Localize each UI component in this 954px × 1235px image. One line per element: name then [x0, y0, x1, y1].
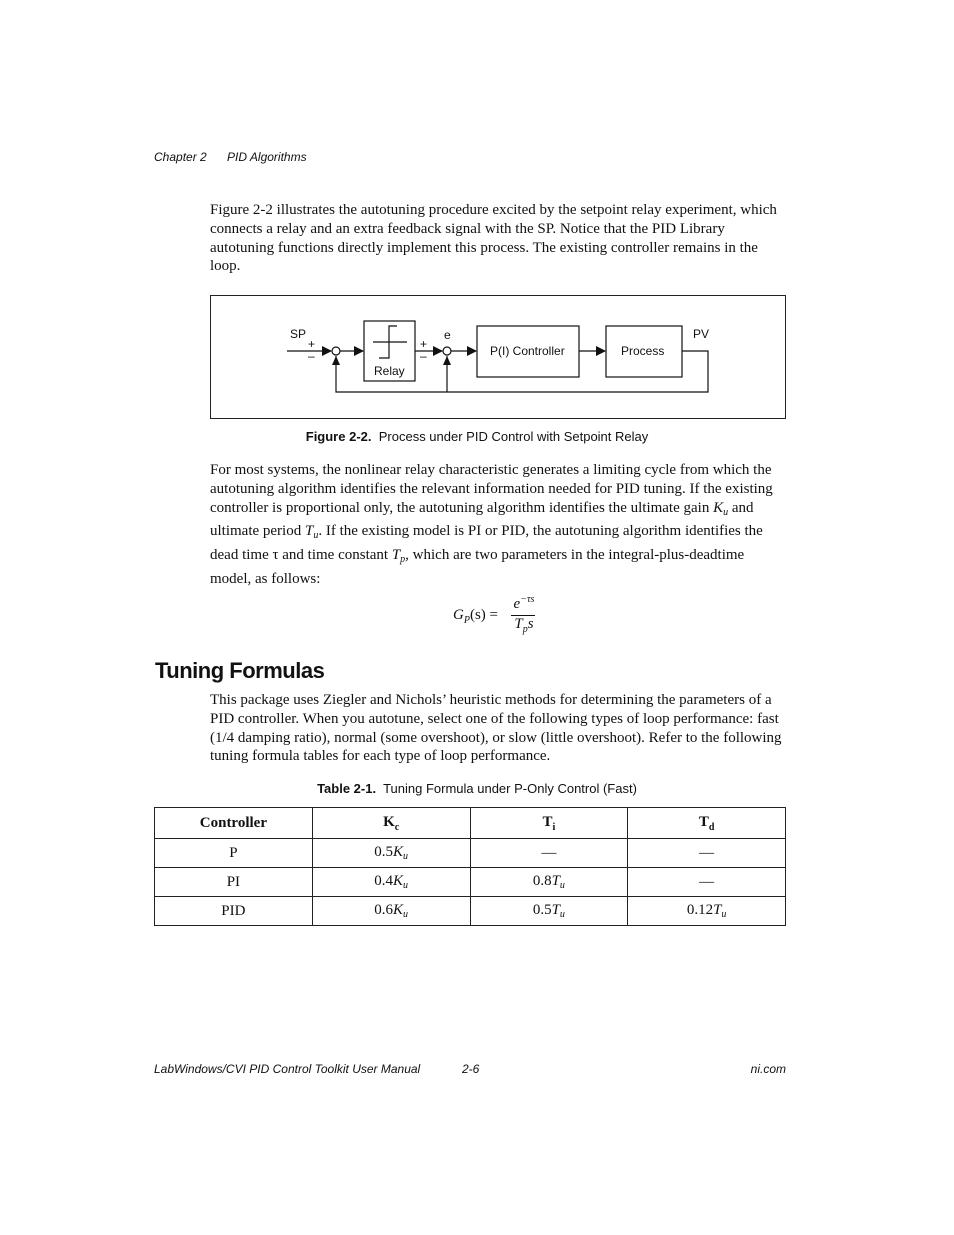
equation-denominator: $T_ps$ [514, 616, 534, 635]
table-header-cell: $T_i$ [470, 808, 628, 839]
table-cell: PID [155, 897, 313, 926]
header-section: PID Algorithms [227, 150, 307, 164]
intro-paragraph: Figure 2-2 illustrates the autotuning procedure excited by the setpoint relay experiment, which connects a relay and an extra feedback signal with the SP. Notice that the PID Library autotuning functions directly implement this process. The existing controller remains in the loop. [210, 202, 777, 275]
table-cell: — [628, 868, 786, 897]
figure-caption-label: Figure 2-2. [305, 429, 372, 444]
label-controller: P(I) Controller [490, 344, 565, 358]
header-chapter: Chapter 2 [154, 150, 207, 164]
table-cell: $0.6K_u$ [312, 897, 470, 926]
table-cell: $0.5K_u$ [312, 839, 470, 868]
table-row [155, 839, 786, 868]
table-header-cell: Controller [155, 808, 313, 839]
table-caption [0, 781, 954, 796]
figure-caption-text: Process under PID Control with Setpoint Relay [378, 429, 649, 444]
figure-box [210, 295, 786, 419]
table-header-cell: $K_c$ [312, 808, 470, 839]
table-row [155, 868, 786, 897]
block-diagram [211, 296, 785, 418]
table-caption-label: Table 2-1. [317, 781, 377, 796]
label-relay: Relay [374, 364, 405, 378]
tuning-table [154, 807, 786, 926]
table-cell: $0.5T_u$ [470, 897, 628, 926]
table-row [155, 897, 786, 926]
table-cell: P [155, 839, 313, 868]
table-caption-text: Tuning Formula under P-Only Control (Fast) [383, 781, 637, 796]
footer-title: LabWindows/CVI PID Control Toolkit User Manual [154, 1062, 421, 1076]
table-cell: — [470, 839, 628, 868]
table-cell: $0.12T_u$ [628, 897, 786, 926]
table-header-cell: $T_d$ [628, 808, 786, 839]
equation-numerator: $e^{-\tau s}$ [513, 594, 535, 612]
label-sp: SP [290, 327, 307, 341]
tuning-paragraph: This package uses Ziegler and Nichols’ heuristic methods for determining the parameters of a PID controller. When you autotune, select one of the following types of loop performance: fast (1/4 damping ratio), normal (some overshoot), or slow (little overshoot). Refer to the following tuning formula tables for each type of loop performance. [210, 692, 782, 765]
footer-site: ni.com [750, 1062, 786, 1076]
label-process: Process [621, 344, 665, 358]
footer-page-number: 2-6 [462, 1062, 480, 1076]
table-cell: $0.8T_u$ [470, 868, 628, 897]
label-pv: PV [693, 327, 710, 341]
table-header-row [155, 808, 786, 839]
label-plus-1: + [308, 337, 316, 351]
label-plus-2: + [420, 337, 428, 351]
section-title: Tuning Formulas [155, 658, 325, 683]
label-minus-1: – [308, 349, 315, 363]
paragraph-2: For most systems, the nonlinear relay characteristic generates a limiting cycle from which the autotuning algorithm identifies the relevant information needed for PID tuning. If the existing controller is proportional only, the autotuning algorithm identifies the ultimate gain $K_u$ and ultimate period $T_u$. If the existing model is PI or PID, the autotuning algorithm identifies the dead time τ and time constant $T_p$, which are two parameters in the integral-plus-deadtime model, as follows: [210, 462, 773, 587]
figure-caption [0, 429, 954, 444]
table-cell: $0.4K_u$ [312, 868, 470, 897]
label-e: e [444, 328, 451, 342]
summer-1 [332, 347, 340, 355]
label-minus-2: – [420, 349, 427, 363]
summer-2 [443, 347, 451, 355]
table-cell: PI [155, 868, 313, 897]
table-cell: — [628, 839, 786, 868]
